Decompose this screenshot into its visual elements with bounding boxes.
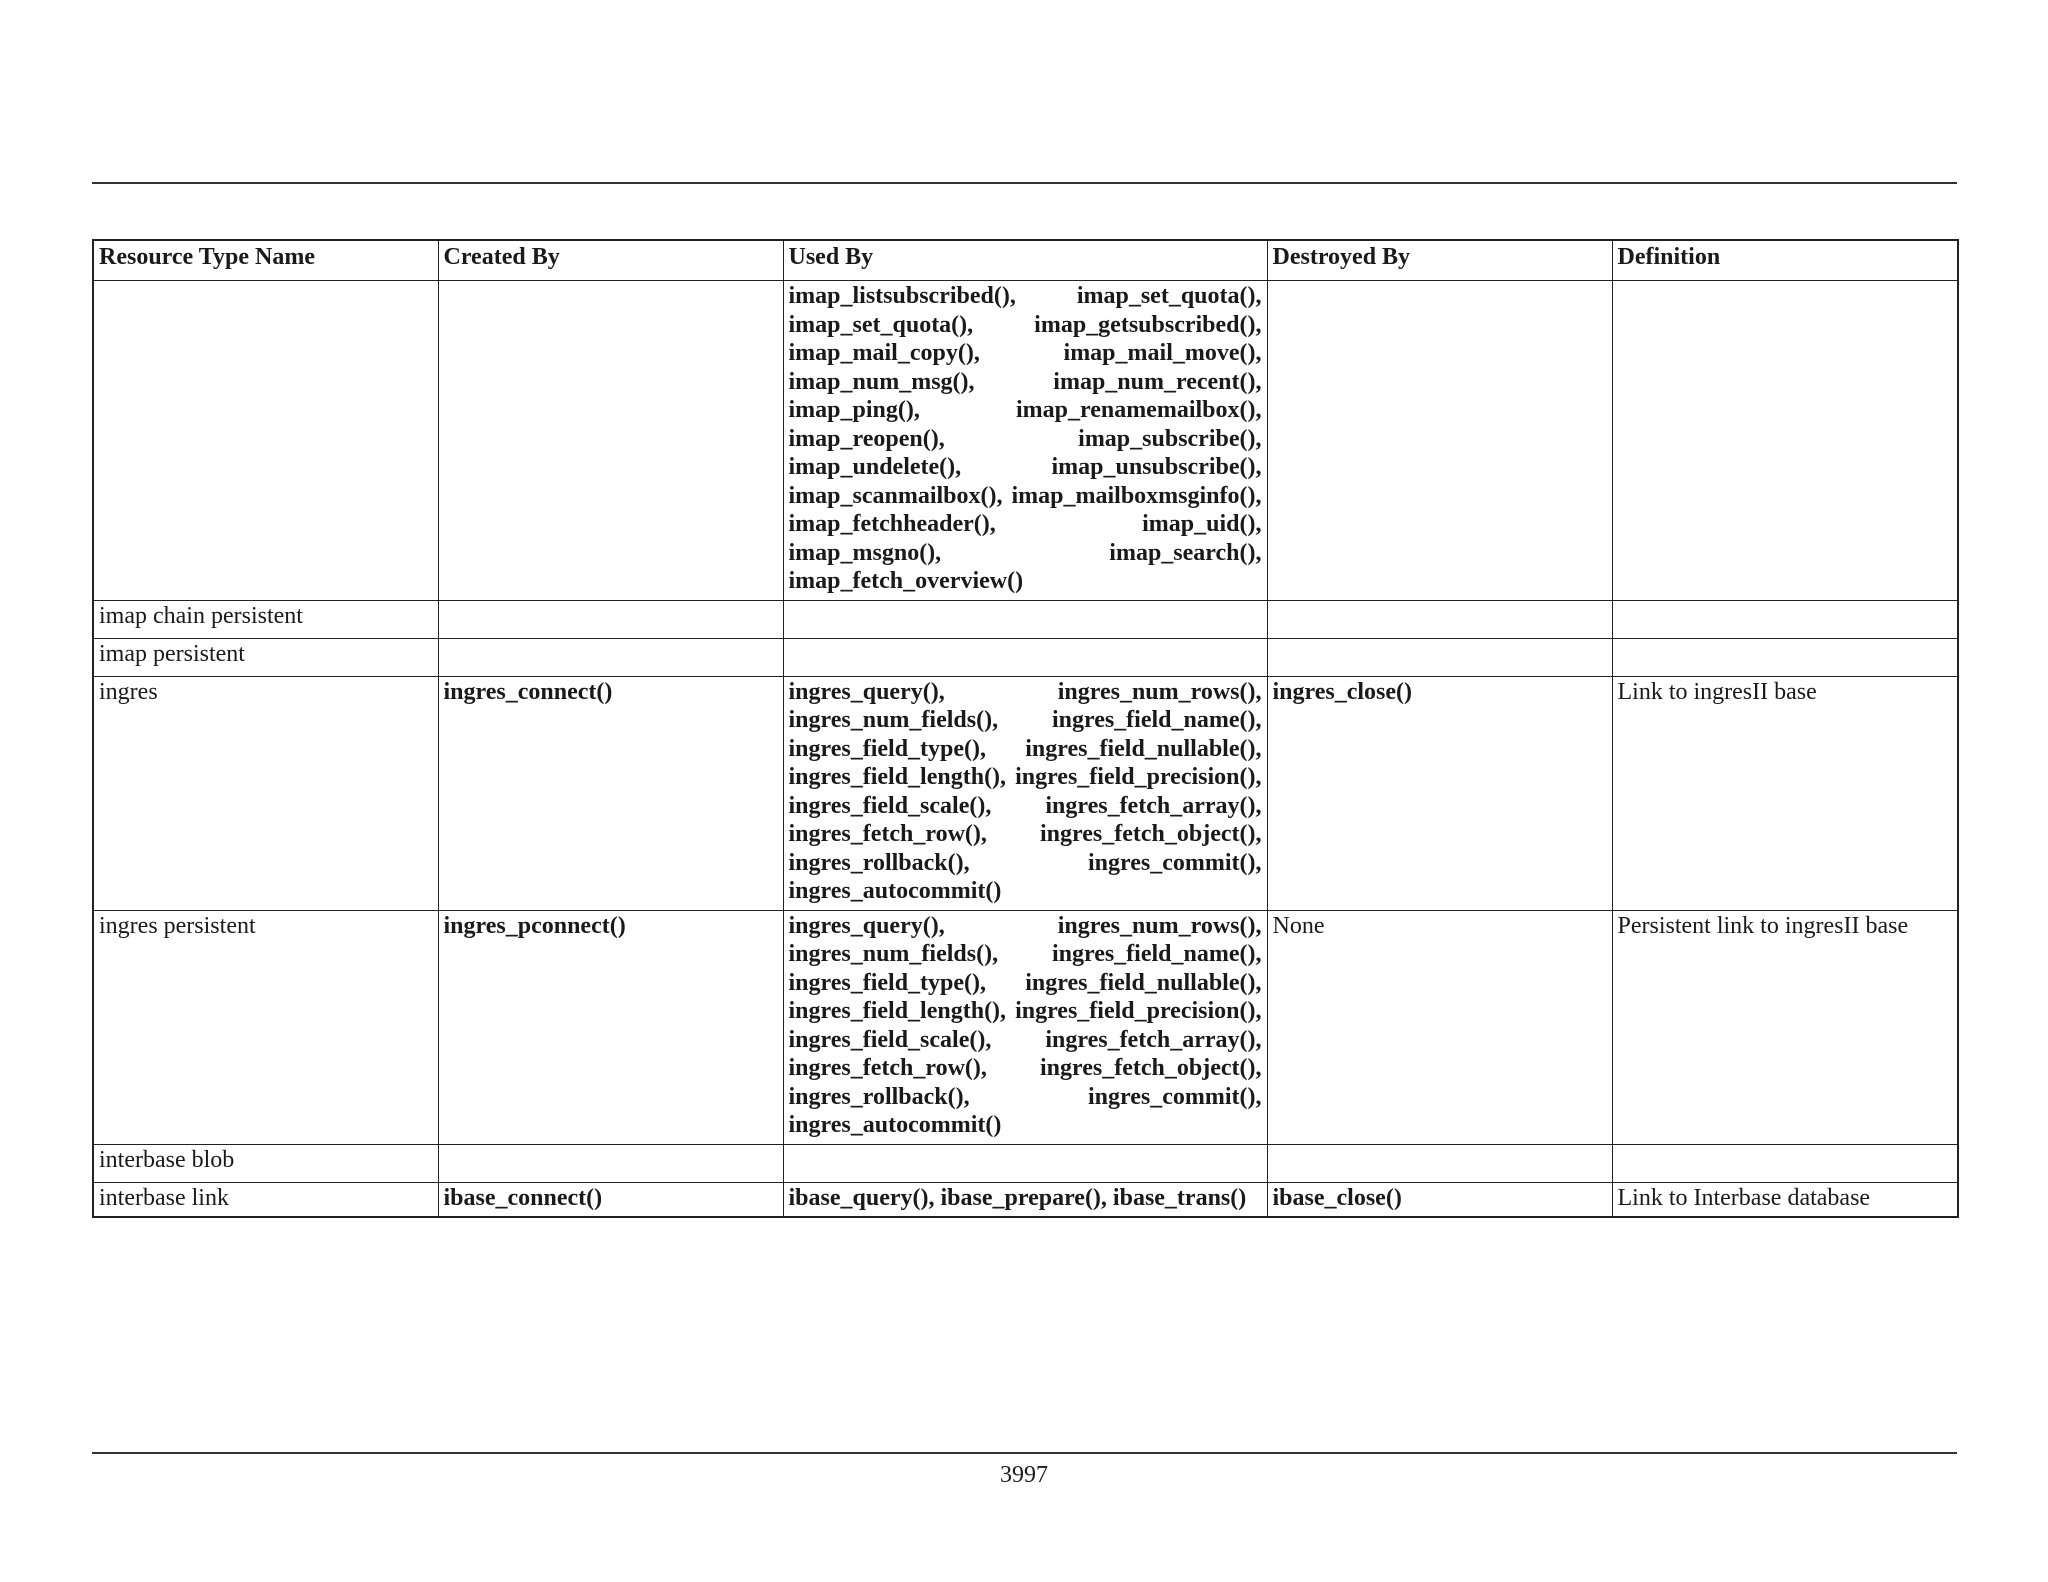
table-row [93,1182,1958,1217]
used-by-cell [783,1144,1267,1182]
used-by-cell: ingres_query(), ingres_num_rows(), ingres_num_fields(), ingres_field_name(), ingres_field_type(), ingres_field_nullable(), ingres_field_length(), ingres_field_precision(), ingres_field_scale(), ingres_fetch_array(), ingres_fetch_row(), ingres_fetch_object(), ingres_rollback(), ingres_commit(), ingres_autocommit() [783,910,1267,1144]
definition-cell [1612,600,1958,638]
resource-type-name-cell: ingres persistent [93,910,438,1144]
table-row [93,1144,1958,1182]
header-rule [92,182,1957,184]
table-row [93,281,1958,601]
resource-type-name-cell: ingres [93,676,438,910]
header-resource-type-name: Resource Type Name [93,240,438,281]
created-by-cell [438,638,783,676]
header-created-by: Created By [438,240,783,281]
resource-type-name-cell: imap persistent [93,638,438,676]
created-by-cell: ibase_connect() [438,1182,783,1217]
resource-type-name-cell: interbase blob [93,1144,438,1182]
resource-type-name-cell: imap chain persistent [93,600,438,638]
header-destroyed-by: Destroyed By [1267,240,1612,281]
definition-cell: Link to Interbase database [1612,1182,1958,1217]
header-definition: Definition [1612,240,1958,281]
used-by-cell [783,600,1267,638]
created-by-cell: ingres_connect() [438,676,783,910]
definition-cell: Link to ingresII base [1612,676,1958,910]
resource-type-name-cell [93,281,438,601]
used-by-cell [783,638,1267,676]
table-row [93,910,1958,1144]
created-by-cell [438,281,783,601]
destroyed-by-cell [1267,1144,1612,1182]
created-by-cell: ingres_pconnect() [438,910,783,1144]
destroyed-by-cell: ibase_close() [1267,1182,1612,1217]
used-by-cell: ibase_query(), ibase_prepare(), ibase_trans() [783,1182,1267,1217]
definition-cell [1612,638,1958,676]
created-by-cell [438,1144,783,1182]
used-by-cell: imap_listsubscribed(), imap_set_quota(), imap_set_quota(), imap_getsubscribed(), imap_mail_copy(), imap_mail_move(), imap_num_msg(), imap_num_recent(), imap_ping(), imap_renamemailbox(), imap_reopen(), imap_subscribe(), imap_undelete(), imap_unsubscribe(), imap_scanmailbox(), imap_mailboxmsginfo(), imap_fetchheader(), imap_uid(), imap_msgno(), imap_search(), imap_fetch_overview() [783,281,1267,601]
destroyed-by-cell: None [1267,910,1612,1144]
header-used-by: Used By [783,240,1267,281]
table-row [93,600,1958,638]
table-row [93,638,1958,676]
table-header-row [93,240,1958,281]
destroyed-by-cell [1267,281,1612,601]
definition-cell: Persistent link to ingresII base [1612,910,1958,1144]
destroyed-by-cell: ingres_close() [1267,676,1612,910]
resource-type-table [92,239,1959,1218]
page-number: 3997 [1000,1462,1048,1488]
destroyed-by-cell [1267,600,1612,638]
definition-cell [1612,1144,1958,1182]
footer-rule [92,1452,1957,1454]
used-by-cell: ingres_query(), ingres_num_rows(), ingres_num_fields(), ingres_field_name(), ingres_field_type(), ingres_field_nullable(), ingres_field_length(), ingres_field_precision(), ingres_field_scale(), ingres_fetch_array(), ingres_fetch_row(), ingres_fetch_object(), ingres_rollback(), ingres_commit(), ingres_autocommit() [783,676,1267,910]
resource-type-name-cell: interbase link [93,1182,438,1217]
created-by-cell [438,600,783,638]
definition-cell [1612,281,1958,601]
table-row [93,676,1958,910]
destroyed-by-cell [1267,638,1612,676]
